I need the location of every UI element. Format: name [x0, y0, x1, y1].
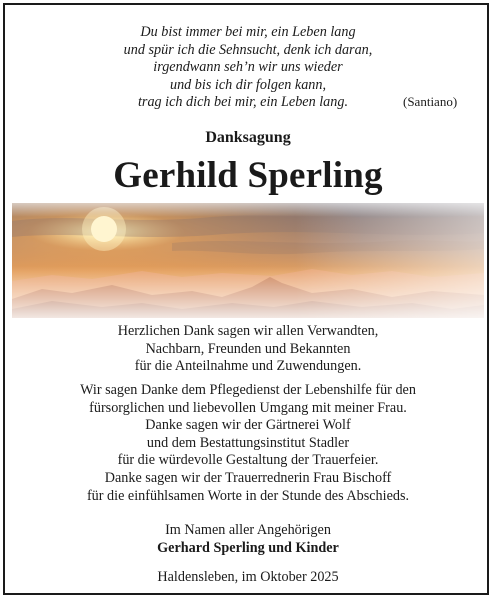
poem-line: und bis ich dir folgen kann, [169, 76, 327, 93]
text-line: Wir sagen Danke dem Pflegedienst der Lebenshilfe für den [80, 382, 416, 398]
text-line: für die würdevolle Gestaltung der Trauerfeier. [117, 452, 379, 469]
signature [5, 522, 491, 557]
thanks-paragraph-2 [5, 382, 491, 505]
text-line: Danke sagen wir der Trauerrednerin Frau Bischoff [104, 469, 392, 486]
heading: Danksagung [205, 129, 291, 146]
obituary-frame [3, 3, 489, 595]
text-line: Nachbarn, Freunden und Bekannten [145, 340, 351, 357]
signature-intro: Im Namen aller Angehörigen [165, 522, 331, 538]
poem-line: trag ich dich bei mir, ein Leben lang. [137, 94, 349, 110]
text-line: fürsorglichen und liebevollen Umgang mit meiner Frau. [89, 399, 407, 416]
text-line: Danke sagen wir der Gärtnerei Wolf [145, 417, 351, 434]
place-date: Haldensleben, im Oktober 2025 [157, 569, 339, 585]
text-line: für die Anteilnahme und Zuwendungen. [134, 358, 362, 375]
poem-source: (Santiano) [403, 94, 458, 109]
sunset-mountains-image [12, 203, 484, 318]
text-line: und dem Bestattungsinstitut Stadler [146, 434, 350, 451]
poem-line: irgendwann seh’n wir uns wieder [153, 59, 343, 75]
text-line: Herzlichen Dank sagen wir allen Verwandten, [117, 323, 379, 339]
text-line: für die einfühlsamen Worte in der Stunde des Abschieds. [86, 487, 410, 504]
thanks-paragraph-1 [5, 323, 491, 376]
signature-names: Gerhard Sperling und Kinder [157, 539, 339, 556]
poem-line: Du bist immer bei mir, ein Leben lang [140, 24, 356, 40]
poem-line: und spür ich die Sehnsucht, denk ich daran, [123, 41, 373, 58]
deceased-name: Gerhild Sperling [113, 155, 383, 196]
